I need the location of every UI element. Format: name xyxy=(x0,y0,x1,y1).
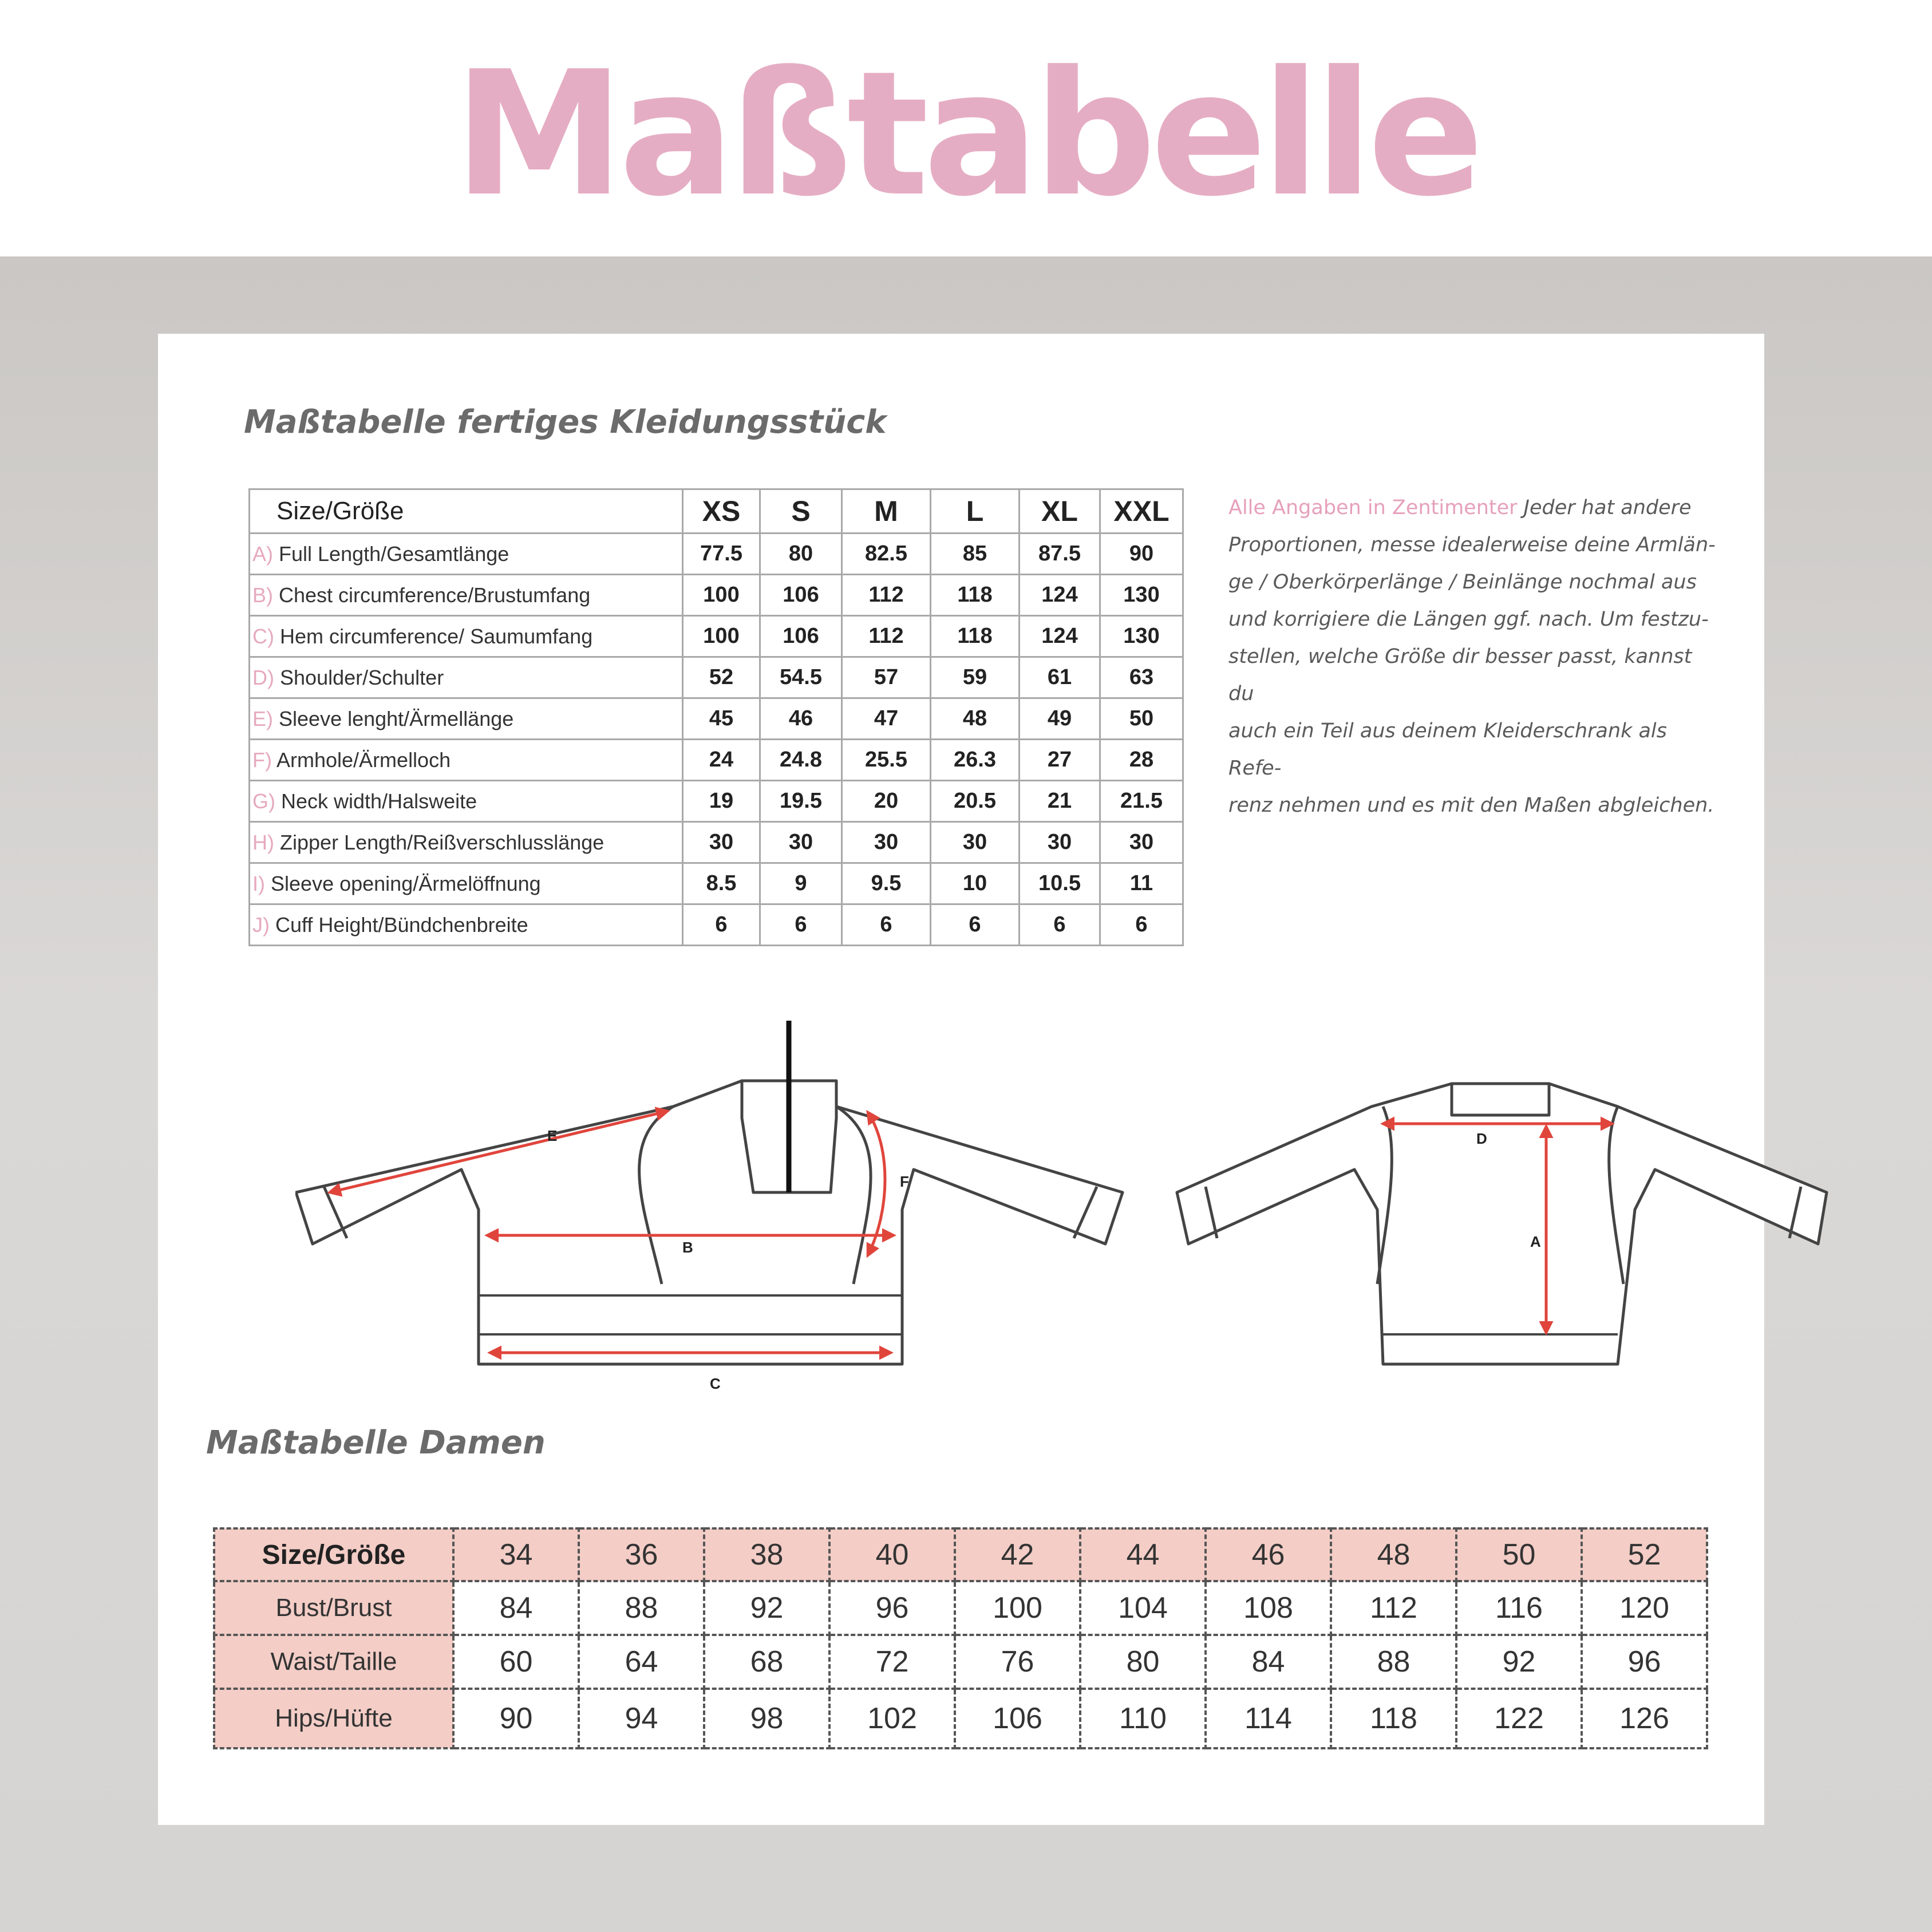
measurement-value: 57 xyxy=(842,657,931,698)
table-row xyxy=(250,740,1183,781)
size-header: L xyxy=(931,489,1020,534)
body-measure-value: 92 xyxy=(704,1581,829,1635)
body-measure-value: 72 xyxy=(829,1635,955,1689)
measurement-value: 82.5 xyxy=(842,534,931,575)
size-header: 44 xyxy=(1080,1528,1206,1581)
measurement-value: 30 xyxy=(842,822,931,863)
size-header: M xyxy=(842,489,931,534)
table-row xyxy=(250,822,1183,863)
measurement-value: 52 xyxy=(683,657,760,698)
measurement-name: Hem circumference/ Saumumfang xyxy=(280,624,593,648)
measurement-value: 106 xyxy=(760,575,842,616)
measurement-value: 87.5 xyxy=(1020,534,1100,575)
table-row xyxy=(250,534,1183,575)
page-heading: Maßtabelle xyxy=(453,34,1479,234)
measurement-value: 130 xyxy=(1100,616,1183,657)
measurement-value: 11 xyxy=(1100,863,1183,904)
measurement-value: 6 xyxy=(842,904,931,946)
label-c: C xyxy=(710,1375,721,1392)
body-measure-value: 60 xyxy=(453,1635,579,1689)
measurement-label xyxy=(250,740,683,781)
measurement-key: B) xyxy=(252,583,273,607)
size-header-label: Size/Größe xyxy=(250,489,683,534)
measurement-value: 21 xyxy=(1020,781,1100,822)
body-measure-value: 102 xyxy=(829,1689,955,1748)
measurement-key: H) xyxy=(252,830,274,854)
measurement-value: 6 xyxy=(760,904,842,946)
measurement-label xyxy=(250,698,683,740)
measurement-value: 27 xyxy=(1020,740,1100,781)
body-measure-label: Waist/Taille xyxy=(214,1635,453,1689)
women-header-row xyxy=(214,1528,1707,1581)
measurement-value: 19.5 xyxy=(760,781,842,822)
measurement-name: Zipper Length/Reißverschlusslänge xyxy=(280,830,605,854)
measurement-value: 46 xyxy=(760,698,842,740)
measurement-value: 47 xyxy=(842,698,931,740)
note-accent: Alle Angaben in Zentimenter xyxy=(1228,496,1518,519)
measurement-value: 6 xyxy=(1020,904,1100,946)
measurement-value: 6 xyxy=(683,904,760,946)
measurement-name: Armhole/Ärmelloch xyxy=(276,748,451,772)
measurement-value: 6 xyxy=(1100,904,1183,946)
note-line: stellen, welche Größe dir besser passt, kannst du xyxy=(1228,645,1692,705)
measurement-value: 118 xyxy=(931,616,1020,657)
label-a: A xyxy=(1530,1233,1541,1250)
garment-size-table xyxy=(248,488,1184,946)
garment-sketch xyxy=(295,1021,1852,1416)
measurement-value: 9.5 xyxy=(842,863,931,904)
measurement-label xyxy=(250,904,683,946)
size-header: 52 xyxy=(1582,1528,1707,1581)
body-measure-value: 110 xyxy=(1080,1689,1206,1748)
size-header: 50 xyxy=(1456,1528,1582,1581)
note-line: und korrigiere die Längen ggf. nach. Um festzu- xyxy=(1228,608,1709,631)
measurement-value: 124 xyxy=(1020,575,1100,616)
measurement-value: 59 xyxy=(931,657,1020,698)
women-table-title: Maßtabelle Damen xyxy=(206,1424,546,1461)
measurement-value: 112 xyxy=(842,616,931,657)
measurement-value: 6 xyxy=(931,904,1020,946)
garment-table-title: Maßtabelle fertiges Kleidungsstück xyxy=(244,404,887,441)
measurement-value: 10.5 xyxy=(1020,863,1100,904)
body-measure-value: 96 xyxy=(1582,1635,1707,1689)
table-row xyxy=(214,1581,1707,1635)
measurement-name: Chest circumference/Brustumfang xyxy=(279,583,591,607)
measurement-value: 106 xyxy=(760,616,842,657)
body-measure-value: 122 xyxy=(1456,1689,1582,1748)
measurement-value: 9 xyxy=(760,863,842,904)
measurement-value: 130 xyxy=(1100,575,1183,616)
size-header: 36 xyxy=(579,1528,704,1581)
measurement-value: 28 xyxy=(1100,740,1183,781)
size-header: XL xyxy=(1020,489,1100,534)
body-measure-value: 106 xyxy=(955,1689,1080,1748)
size-header-label: Size/Größe xyxy=(214,1528,453,1581)
table-row xyxy=(250,616,1183,657)
table-row xyxy=(250,781,1183,822)
measurement-name: Sleeve lenght/Ärmellänge xyxy=(279,706,514,730)
size-header: 34 xyxy=(453,1528,579,1581)
measurement-label xyxy=(250,863,683,904)
body-measure-value: 64 xyxy=(579,1635,704,1689)
measurement-key: A) xyxy=(252,542,273,566)
measurement-label xyxy=(250,575,683,616)
body-measure-value: 68 xyxy=(704,1635,829,1689)
size-header: 46 xyxy=(1206,1528,1331,1581)
measurement-label xyxy=(250,616,683,657)
measurement-value: 48 xyxy=(931,698,1020,740)
body-measure-value: 96 xyxy=(829,1581,955,1635)
back-view-sketch xyxy=(1177,1084,1827,1364)
measurement-key: D) xyxy=(252,665,274,689)
body-measure-value: 94 xyxy=(579,1689,704,1748)
body-measure-value: 104 xyxy=(1080,1581,1206,1635)
body-measure-value: 126 xyxy=(1582,1689,1707,1748)
body-measure-value: 84 xyxy=(1206,1635,1331,1689)
measurement-name: Full Length/Gesamtlänge xyxy=(279,542,509,566)
measurement-value: 118 xyxy=(931,575,1020,616)
measurement-value: 61 xyxy=(1020,657,1100,698)
body-measure-value: 114 xyxy=(1206,1689,1331,1748)
table-row xyxy=(250,904,1183,946)
measurement-note xyxy=(1228,489,1721,824)
measurement-name: Cuff Height/Bündchenbreite xyxy=(275,912,528,937)
size-header: 42 xyxy=(955,1528,1080,1581)
label-b: B xyxy=(682,1239,693,1256)
body-measure-value: 120 xyxy=(1582,1581,1707,1635)
measurement-value: 20 xyxy=(842,781,931,822)
size-header: XS xyxy=(683,489,760,534)
measurement-value: 19 xyxy=(683,781,760,822)
measurement-value: 100 xyxy=(683,616,760,657)
table-row xyxy=(250,575,1183,616)
body-measure-label: Hips/Hüfte xyxy=(214,1689,453,1748)
note-line: auch ein Teil aus deinem Kleiderschrank als Refe- xyxy=(1228,720,1667,780)
measurement-value: 8.5 xyxy=(683,863,760,904)
size-header: XXL xyxy=(1100,489,1183,534)
body-measure-value: 100 xyxy=(955,1581,1080,1635)
measurement-value: 21.5 xyxy=(1100,781,1183,822)
measurement-value: 30 xyxy=(683,822,760,863)
measurement-value: 77.5 xyxy=(683,534,760,575)
measurement-label xyxy=(250,781,683,822)
measurement-label xyxy=(250,657,683,698)
body-measure-value: 92 xyxy=(1456,1635,1582,1689)
measurement-value: 54.5 xyxy=(760,657,842,698)
table-row xyxy=(214,1635,1707,1689)
body-measure-value: 80 xyxy=(1080,1635,1206,1689)
measurement-value: 80 xyxy=(760,534,842,575)
note-line: renz nehmen und es mit den Maßen abgleichen. xyxy=(1228,794,1714,817)
measurement-value: 85 xyxy=(931,534,1020,575)
measurement-value: 25.5 xyxy=(842,740,931,781)
body-measure-value: 112 xyxy=(1331,1581,1456,1635)
label-d: D xyxy=(1476,1130,1487,1147)
measurement-value: 24 xyxy=(683,740,760,781)
note-line: Jeder hat andere xyxy=(1523,496,1692,519)
front-view-sketch xyxy=(296,1021,1123,1364)
measurement-value: 90 xyxy=(1100,534,1183,575)
size-header: 40 xyxy=(829,1528,955,1581)
table-row xyxy=(250,698,1183,740)
measurement-value: 49 xyxy=(1020,698,1100,740)
body-measure-value: 76 xyxy=(955,1635,1080,1689)
measurement-value: 30 xyxy=(1020,822,1100,863)
body-measure-value: 118 xyxy=(1331,1689,1456,1748)
measurement-key: G) xyxy=(252,789,275,813)
measurement-label xyxy=(250,822,683,863)
measurement-value: 100 xyxy=(683,575,760,616)
measurement-value: 30 xyxy=(931,822,1020,863)
measurement-value: 24.8 xyxy=(760,740,842,781)
garment-header-row xyxy=(250,489,1183,534)
measurement-value: 26.3 xyxy=(931,740,1020,781)
measurement-value: 112 xyxy=(842,575,931,616)
measurement-name: Sleeve opening/Ärmelöffnung xyxy=(271,871,541,895)
measurement-value: 30 xyxy=(1100,822,1183,863)
body-measure-label: Bust/Brust xyxy=(214,1581,453,1635)
measurement-key: E) xyxy=(252,706,273,730)
measurement-name: Neck width/Halsweite xyxy=(281,789,477,813)
body-measure-value: 116 xyxy=(1456,1581,1582,1635)
measurement-label xyxy=(250,534,683,575)
table-row xyxy=(250,657,1183,698)
measurement-value: 30 xyxy=(760,822,842,863)
body-measure-value: 88 xyxy=(1331,1635,1456,1689)
measurement-value: 50 xyxy=(1100,698,1183,740)
table-row xyxy=(250,863,1183,904)
measurement-name: Shoulder/Schulter xyxy=(280,665,444,689)
body-measure-value: 84 xyxy=(453,1581,579,1635)
measurement-key: J) xyxy=(252,912,270,937)
size-chart-card xyxy=(158,334,1764,1825)
note-line: Proportionen, messe idealerweise deine Armlän- xyxy=(1228,534,1716,556)
measurement-value: 45 xyxy=(683,698,760,740)
note-line: ge / Oberkörperlänge / Beinlänge nochmal aus xyxy=(1228,571,1697,594)
measurement-value: 124 xyxy=(1020,616,1100,657)
body-measure-value: 90 xyxy=(453,1689,579,1748)
measurement-value: 10 xyxy=(931,863,1020,904)
women-size-table xyxy=(213,1527,1708,1749)
body-measure-value: 98 xyxy=(704,1689,829,1748)
measurement-key: I) xyxy=(252,871,265,895)
label-e: E xyxy=(547,1127,558,1144)
size-header: 38 xyxy=(704,1528,829,1581)
label-f: F xyxy=(900,1173,909,1190)
table-row xyxy=(214,1689,1707,1748)
measurement-value: 20.5 xyxy=(931,781,1020,822)
measurement-value: 63 xyxy=(1100,657,1183,698)
measurement-key: F) xyxy=(252,748,272,772)
body-measure-value: 88 xyxy=(579,1581,704,1635)
size-header: 48 xyxy=(1331,1528,1456,1581)
measurement-key: C) xyxy=(252,624,274,648)
body-measure-value: 108 xyxy=(1206,1581,1331,1635)
size-header: S xyxy=(760,489,842,534)
